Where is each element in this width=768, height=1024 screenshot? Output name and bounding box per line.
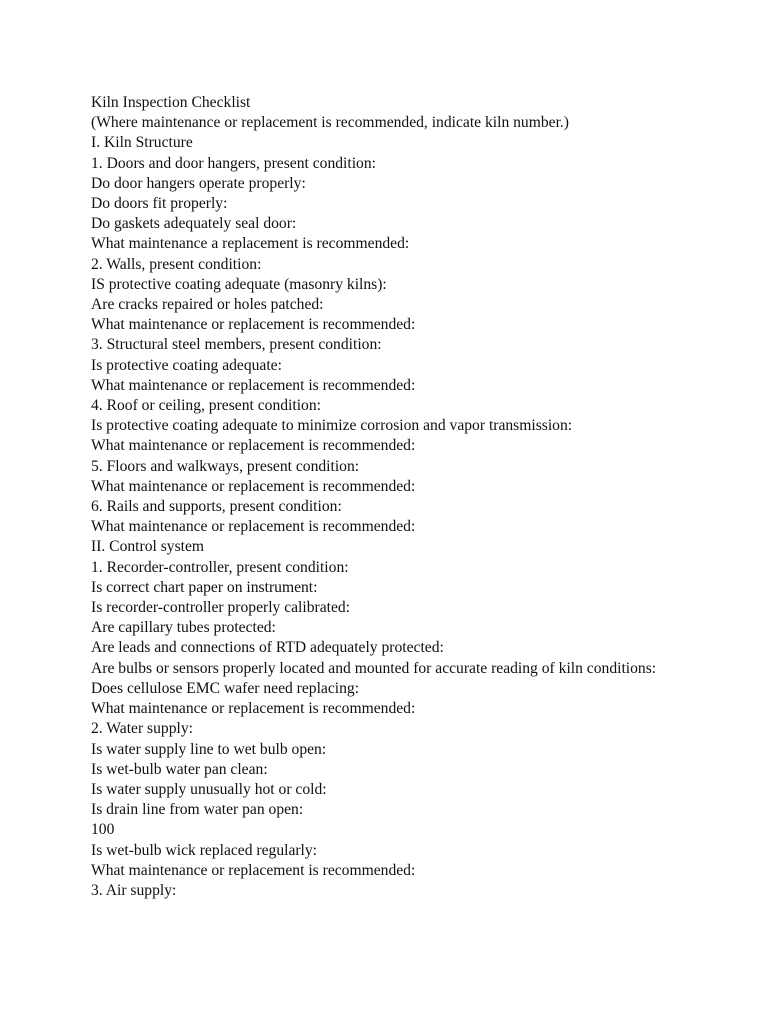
checklist-question: What maintenance or replacement is recommended: — [91, 700, 416, 718]
checklist-question: Is wet-bulb water pan clean: — [91, 760, 268, 778]
checklist-question: Are capillary tubes protected: — [91, 619, 276, 637]
checklist-question: Is protective coating adequate: — [91, 356, 282, 374]
checklist-question: What maintenance or replacement is recommended: — [91, 518, 416, 536]
checklist-item: 1. Doors and door hangers, present condition: — [91, 154, 376, 172]
checklist-item: 4. Roof or ceiling, present condition: — [91, 397, 321, 415]
checklist-question: Is correct chart paper on instrument: — [91, 578, 318, 596]
document-body — [91, 93, 691, 901]
checklist-item: 3. Structural steel members, present condition: — [91, 336, 382, 354]
checklist-question: Does cellulose EMC wafer need replacing: — [91, 679, 360, 697]
document-title: Kiln Inspection Checklist — [91, 94, 251, 111]
checklist-question: Do gaskets adequately seal door: — [91, 215, 297, 233]
checklist-question: Are bulbs or sensors properly located and mounted for accurate reading of kiln conditions: — [91, 659, 657, 677]
checklist-item: 3. Air supply: — [91, 881, 177, 899]
checklist-item: 1. Recorder-controller, present condition: — [91, 558, 349, 576]
checklist-question: What maintenance or replacement is recommended: — [91, 376, 416, 394]
checklist-question: Do doors fit properly: — [91, 195, 228, 213]
checklist-question: Is protective coating adequate to minimize corrosion and vapor transmission: — [91, 417, 573, 435]
checklist-question: IS protective coating adequate (masonry kilns): — [91, 275, 387, 293]
checklist-question: Is wet-bulb wick replaced regularly: — [91, 841, 318, 859]
document-instruction: (Where maintenance or replacement is recommended, indicate kiln number.) — [91, 114, 569, 132]
checklist-item: 2. Water supply: — [91, 720, 193, 738]
checklist-question: What maintenance or replacement is recommended: — [91, 477, 416, 495]
checklist-question: Is drain line from water pan open: — [91, 801, 304, 819]
checklist-question: Do door hangers operate properly: — [91, 174, 306, 192]
checklist-question: Is water supply unusually hot or cold: — [91, 780, 327, 798]
checklist-question: What maintenance or replacement is recommended: — [91, 316, 416, 334]
checklist-question: Is water supply line to wet bulb open: — [91, 740, 327, 758]
checklist-question: Is recorder-controller properly calibrated: — [91, 599, 351, 617]
section-heading: II. Control system — [91, 538, 205, 556]
checklist-question: What maintenance a replacement is recommended: — [91, 235, 410, 253]
checklist-question: What maintenance or replacement is recommended: — [91, 861, 416, 879]
checklist-question: Are cracks repaired or holes patched: — [91, 296, 324, 314]
checklist-question: Are leads and connections of RTD adequately protected: — [91, 639, 444, 657]
section-heading: I. Kiln Structure — [91, 134, 193, 152]
checklist-item: 2. Walls, present condition: — [91, 255, 262, 273]
checklist-item: 5. Floors and walkways, present condition: — [91, 457, 360, 475]
page-number: 100 — [91, 821, 115, 839]
checklist-question: What maintenance or replacement is recommended: — [91, 437, 416, 455]
checklist-item: 6. Rails and supports, present condition: — [91, 498, 342, 516]
